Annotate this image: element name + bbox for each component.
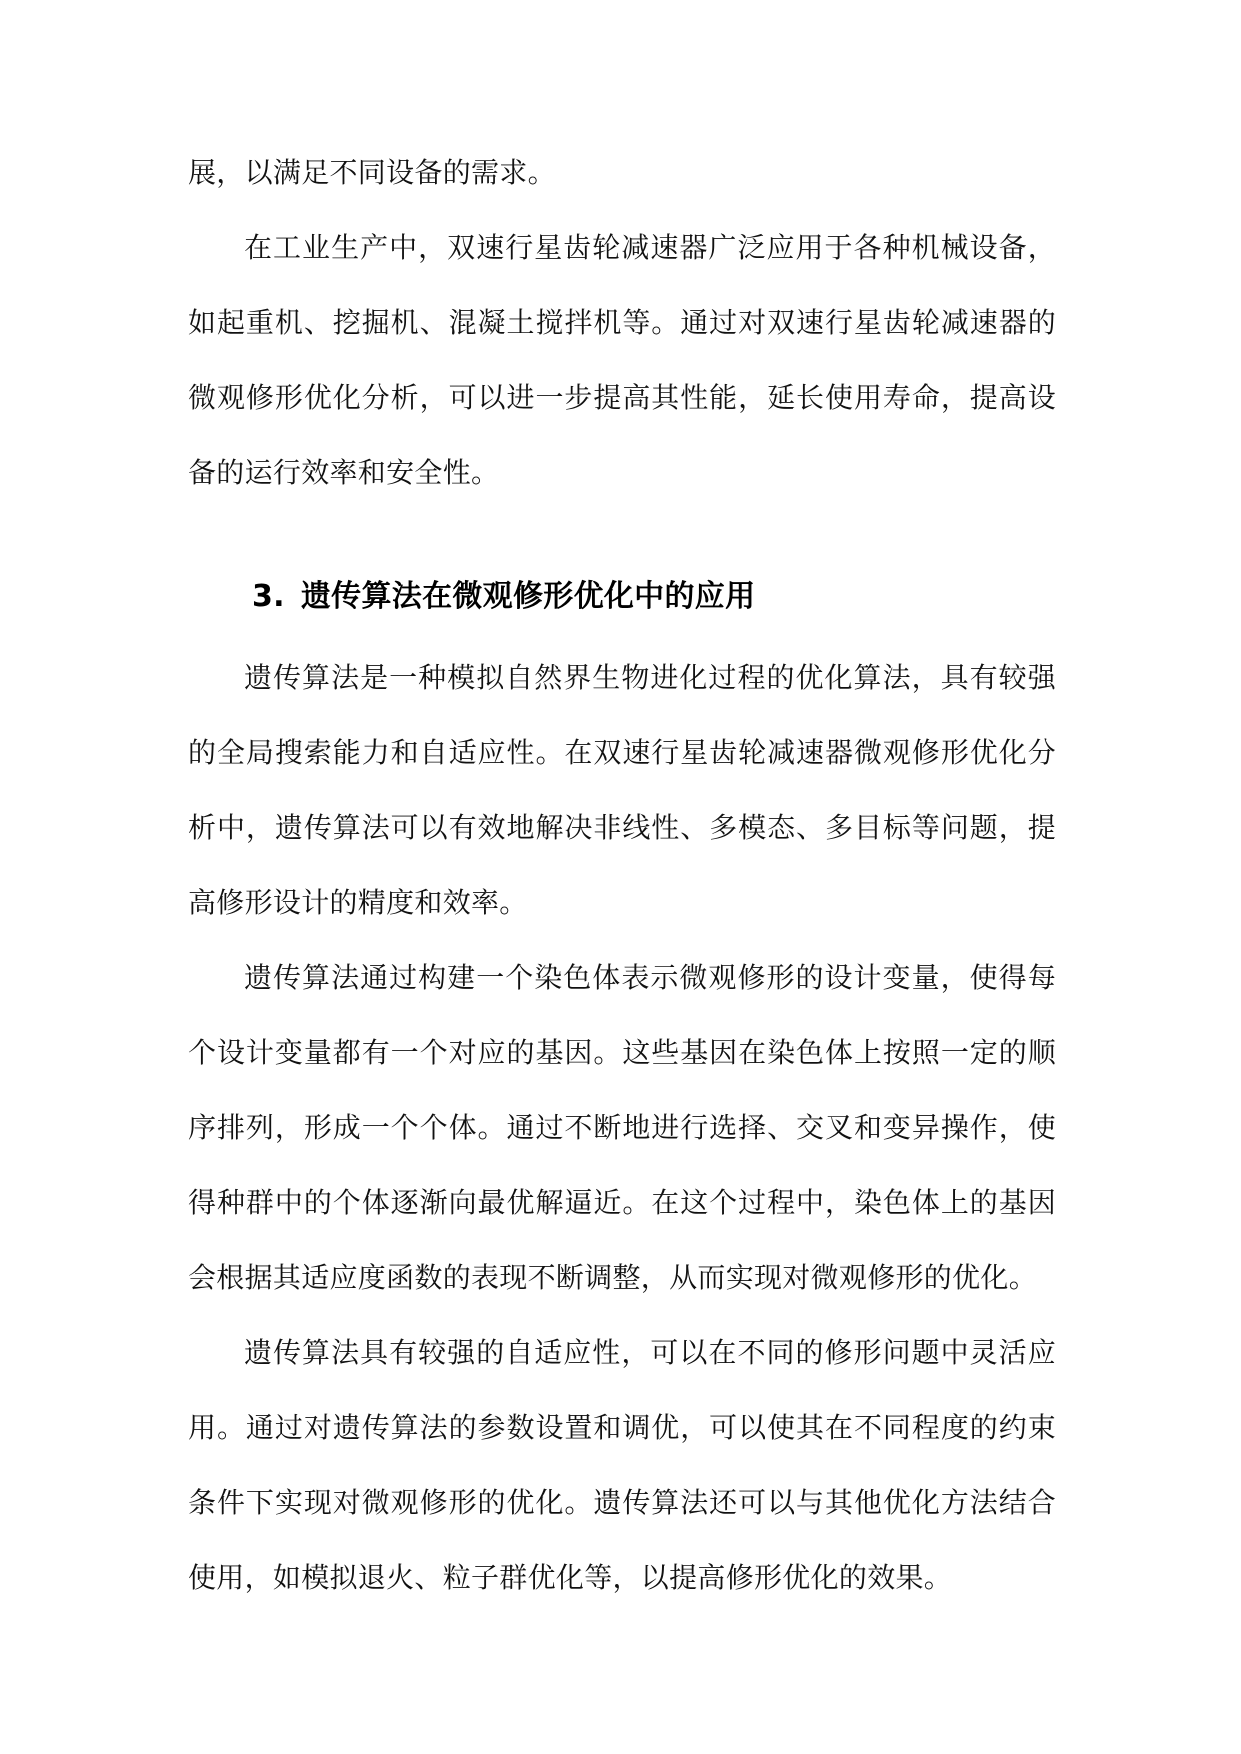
- paragraph: 展，以满足不同设备的需求。: [188, 156, 556, 189]
- section-heading: [188, 562, 1056, 632]
- paragraph: 遗传算法是一种模拟自然界生物进化过程的优化算法，具有较强的全局搜索能力和自适应性。在双速行星齿轮减速器微观修形优化分析中，遗传算法可以有效地解决非线性、多模态、多目标等问题，提高修形设计的精度和效率。: [188, 661, 1056, 919]
- paragraph: 在工业生产中，双速行星齿轮减速器广泛应用于各种机械设备，如起重机、挖掘机、混凝土搅拌机等。通过对双速行星齿轮减速器的微观修形优化分析，可以进一步提高其性能，延长使用寿命，提高设备的运行效率和安全性。: [188, 231, 1056, 489]
- document-body: [188, 135, 1056, 1615]
- section-number: 3.: [252, 579, 285, 614]
- paragraph: 遗传算法具有较强的自适应性，可以在不同的修形问题中灵活应用。通过对遗传算法的参数设置和调优，可以使其在不同程度的约束条件下实现对微观修形的优化。遗传算法还可以与其他优化方法结合使用，如模拟退火、粒子群优化等，以提高修形优化的效果。: [188, 1336, 1056, 1594]
- paragraph: 遗传算法通过构建一个染色体表示微观修形的设计变量，使得每个设计变量都有一个对应的基因。这些基因在染色体上按照一定的顺序排列，形成一个个体。通过不断地进行选择、交叉和变异操作，使得种群中的个体逐渐向最优解逼近。在这个过程中，染色体上的基因会根据其适应度函数的表现不断调整，从而实现对微观修形的优化。: [188, 961, 1056, 1294]
- section-title: 遗传算法在微观修形优化中的应用: [300, 579, 756, 614]
